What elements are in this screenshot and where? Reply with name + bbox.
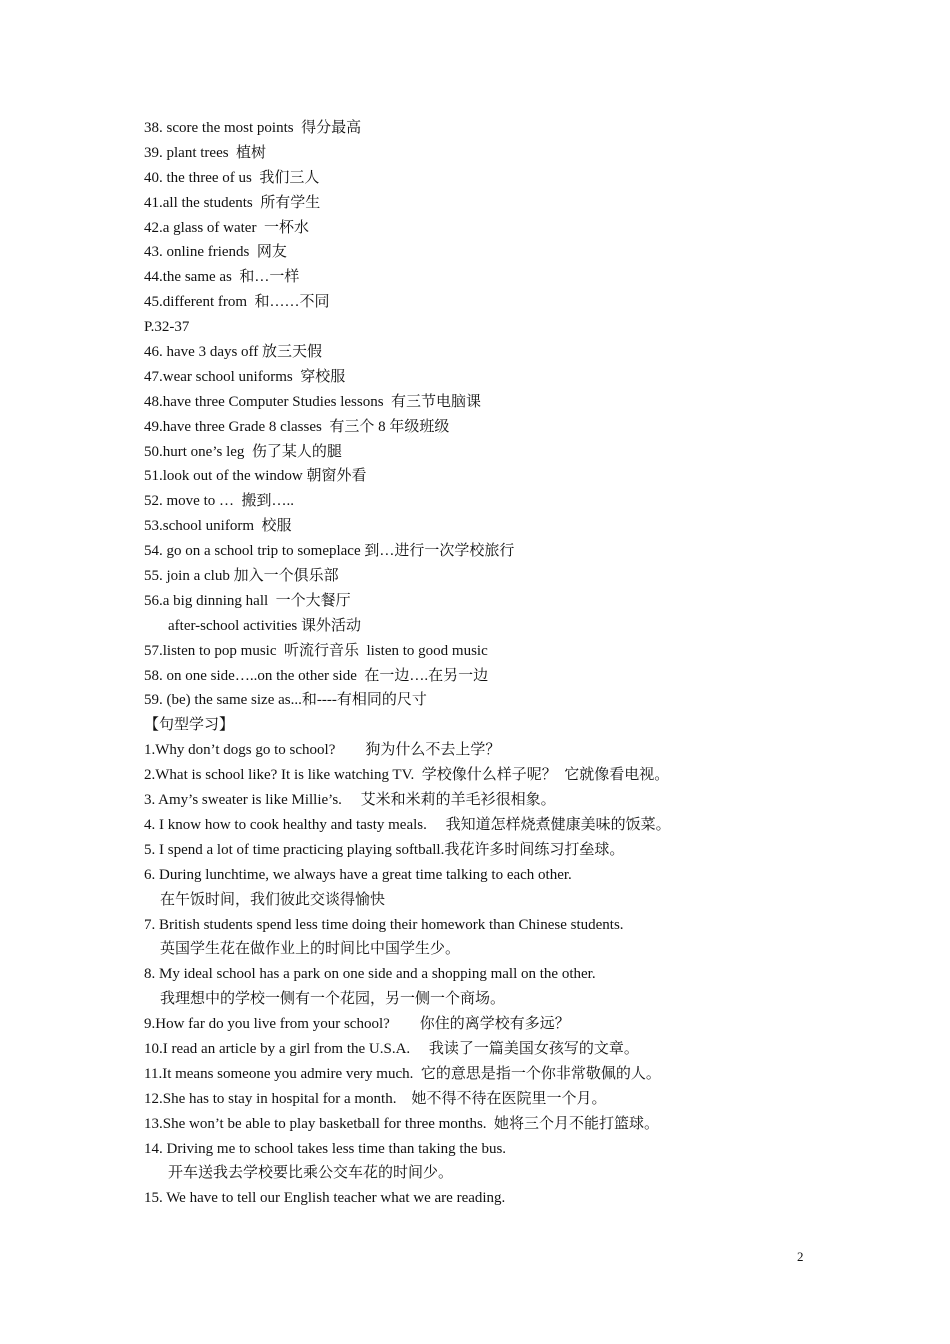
- text-line: 在午饭时间，我们彼此交谈得愉快: [160, 891, 386, 908]
- text-line: 1.Why don’t dogs go to school? 狗为什么不去上学？: [144, 742, 501, 759]
- text-line: 46. have 3 days off 放三天假: [144, 344, 323, 361]
- text-line: 10.I read an article by a girl from the U.S.A. 我读了一篇美国女孩写的文章。: [144, 1040, 639, 1057]
- page-number: 2: [797, 1249, 804, 1264]
- text-line: 45.different from 和……不同: [144, 294, 330, 311]
- text-line: 49.have three Grade 8 classes 有三个 8 年级班级: [144, 418, 450, 435]
- text-line: 42.a glass of water 一杯水: [144, 219, 309, 236]
- vocabulary-and-sentence-list: [144, 116, 844, 1211]
- text-line: 4. I know how to cook healthy and tasty meals. 我知道怎样烧煮健康美味的饭菜。: [144, 816, 671, 833]
- text-line: 55. join a club 加入一个俱乐部: [144, 568, 339, 585]
- text-line: 5. I spend a lot of time practicing playing softball.我花许多时间练习打垒球。: [144, 841, 625, 858]
- text-line: 40. the three of us 我们三人: [144, 169, 320, 186]
- text-line: 9.How far do you live from your school? 你住的离学校有多远？: [144, 1016, 570, 1033]
- text-line: 开车送我去学校要比乘公交车花的时间少。: [168, 1165, 454, 1182]
- text-line: 英国学生花在做作业上的时间比中国学生少。: [160, 941, 461, 958]
- text-line: 15. We have to tell our English teacher what we are reading.: [144, 1190, 506, 1207]
- text-line: 47.wear school uniforms 穿校服: [144, 368, 346, 385]
- text-line: 12.She has to stay in hospital for a month. 她不得不待在医院里一个月。: [144, 1090, 607, 1107]
- text-line: 7. British students spend less time doing their homework than Chinese students.: [144, 916, 624, 933]
- text-line: 52. move to … 搬到…..: [144, 493, 294, 510]
- text-line: 8. My ideal school has a park on one side and a shopping mall on the other.: [144, 966, 596, 983]
- text-line: 13.She won’t be able to play basketball for three months. 她将三个月不能打篮球。: [144, 1115, 660, 1132]
- text-line: 我理想中的学校一侧有一个花园，另一侧一个商场。: [160, 991, 506, 1008]
- text-line: after-school activities 课外活动: [168, 617, 361, 634]
- text-line: 11.It means someone you admire very much. 它的意思是指一个你非常敬佩的人。: [144, 1065, 661, 1082]
- text-line: P.32-37: [144, 319, 190, 336]
- text-line: 39. plant trees 植树: [144, 144, 267, 161]
- text-line: 38. score the most points 得分最高: [144, 120, 362, 136]
- text-line: 3. Amy’s sweater is like Millie’s. 艾米和米莉的羊毛衫很相象。: [144, 792, 556, 809]
- text-line: 【句型学习】: [144, 717, 235, 734]
- text-line: 44.the same as 和…一样: [144, 269, 300, 286]
- text-line: 56.a big dinning hall 一个大餐厅: [144, 592, 351, 609]
- text-line: 2.What is school like? It is like watching TV. 学校像什么样子呢？ 它就像看电视。: [144, 767, 670, 784]
- text-line: 50.hurt one’s leg 伤了某人的腿: [144, 443, 342, 460]
- text-line: 48.have three Computer Studies lessons 有三节电脑课: [144, 393, 482, 410]
- text-line: 59. (be) the same size as...和----有相同的尺寸: [144, 692, 427, 709]
- text-line: 14. Driving me to school takes less time than taking the bus.: [144, 1140, 507, 1157]
- text-line: 57.listen to pop music 听流行音乐 listen to good music: [144, 642, 488, 659]
- text-line: 6. During lunchtime, we always have a great time talking to each other.: [144, 866, 572, 883]
- text-line: 53.school uniform 校服: [144, 518, 292, 535]
- text-line: 58. on one side…..on the other side 在一边….在另一边: [144, 667, 489, 684]
- text-line: 41.all the students 所有学生: [144, 194, 321, 211]
- text-line: 54. go on a school trip to someplace 到…进行一次学校旅行: [144, 543, 515, 560]
- text-line: 51.look out of the window 朝窗外看: [144, 468, 367, 485]
- text-line: 43. online friends 网友: [144, 244, 287, 261]
